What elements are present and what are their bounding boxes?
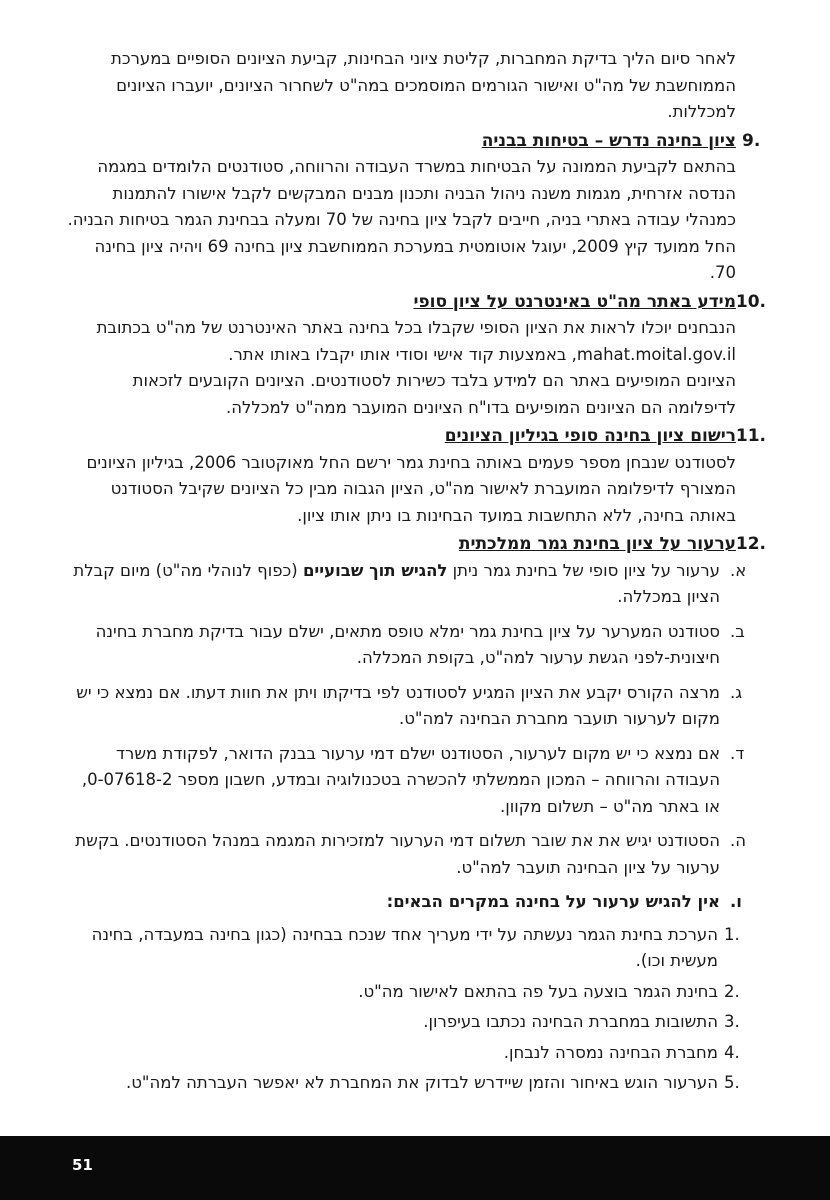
- list-item: [64, 1040, 766, 1067]
- section-11: [64, 423, 766, 529]
- list-item-text: אם נמצא כי יש מקום לערעור, הסטודנט ישלם דמי ערעור בבנק הדואר, לפקודת משרד העבודה והרווחה – המכון הממשלתי להכשרה בטכנולוגיה ובמדע, חשבון מספר 0-07618-2, או באתר מה"ט – תשלום מקוון.: [81, 743, 720, 816]
- text-span: , באמצעות קוד אישי וסודי אותו יקבלו באותו אתר.: [228, 344, 577, 364]
- list-item-text: הערעור הוגש באיחור והזמן שיידרש לבדוק את המחברת לא יאפשר העברתה למה"ט.: [125, 1073, 718, 1092]
- no-appeal-heading: [64, 889, 766, 916]
- no-appeal-list: [64, 922, 766, 1097]
- list-marker: ו.: [730, 892, 742, 911]
- list-item: [64, 828, 766, 881]
- list-item: [64, 1070, 766, 1097]
- list-marker: .2: [724, 981, 740, 1001]
- section-title: מידע באתר מה"ט באינטרנט על ציון סופי: [413, 291, 736, 312]
- section-number: .11: [735, 426, 766, 446]
- list-item: [64, 979, 766, 1006]
- list-item-text: סטודנט המערער על ציון בחינת גמר ימלא טופס מתאים, ישלם עבור בדיקת מחברת בחינה חיצונית-לפני הגשת ערעור למה"ט, בקופת המכללה.: [95, 621, 720, 667]
- list-item-text: הסטודנט יגיש את את שובר תשלום דמי הערעור למזכירות המגמה במנהל הסטודנטים. בקשת ערעור על ציון הבחינה תועבר למה"ט.: [75, 831, 720, 877]
- website-url: mahat.moital.gov.il: [576, 344, 736, 364]
- page-number: 51: [72, 1156, 93, 1174]
- no-appeal-title: אין להגיש ערעור על בחינה במקרים הבאים:: [386, 892, 720, 911]
- section-title: רישום ציון בחינה סופי בגיליון הציונים: [444, 426, 736, 446]
- section-title: ערעור על ציון בחינת גמר ממלכתית: [458, 534, 736, 554]
- section-number: .12: [735, 534, 766, 554]
- paragraph: הציונים המופיעים באתר הם למידע בלבד כשירות לסטודנטים. הציונים הקובעים לזכאות לדיפלומה הם הציונים המופיעים בדו"ח הציונים המועבר ממה"ט למכללה.: [132, 371, 736, 417]
- section-heading: [64, 423, 766, 450]
- list-marker: .5: [724, 1073, 740, 1092]
- section-10: [64, 289, 766, 422]
- list-marker: ה.: [730, 831, 747, 850]
- section-9: [64, 128, 766, 287]
- section-body: [64, 315, 766, 421]
- footer-bar: [0, 1136, 830, 1200]
- list-marker: ב.: [730, 621, 745, 641]
- list-item: [64, 1009, 766, 1036]
- list-marker: א.: [730, 560, 747, 580]
- list-marker: .1: [724, 924, 740, 944]
- list-item: [64, 680, 766, 733]
- list-item-text: בחינת הגמר בוצעה בעל פה בהתאם לאישור מה"ט.: [358, 981, 718, 1001]
- list-marker: ג.: [730, 682, 743, 702]
- paragraph: החל ממועד קיץ 2009, יעוגל אוטומטית במערכת הממוחשבת ציון בחינה 69 ויהיה ציון בחינה 70.: [94, 236, 736, 282]
- list-item-text: התשובות במחברת הבחינה נכתבו בעיפרון.: [423, 1012, 718, 1031]
- appeal-steps-list: [64, 558, 766, 882]
- list-item-text: מחברת הבחינה נמסרה לנבחן.: [503, 1042, 718, 1062]
- list-item: [64, 558, 766, 611]
- list-marker: .4: [724, 1042, 740, 1062]
- list-marker: .3: [724, 1012, 740, 1031]
- paragraph: בהתאם לקביעת הממונה על הבטיחות במשרד העבודה והרווחה, סטודנטים הלומדים במגמה הנדסה אזרחית, מגמות משנה ניהול הבניה ותכנון מבנים המבקשים לקבל אישורו להתמנות כמנהלי עבודה באתרי בניה, חייבים לקבל ציון בחינה של 70 ומעלה בבחינת הגמר בטיחות הבניה.: [67, 157, 736, 229]
- paragraph: לסטודנט שנבחן מספר פעמים באותה בחינת גמר ירשם החל מאוקטובר 2006, בגיליון הציונים המצורף לדיפלומה המועברת לאישור מה"ט, הציון הגבוה מבין כל הציונים שקיבל הסטודנט באותה בחינה, ללא התחשבות במועד הבחינות בו ניתן אותו ציון.: [86, 452, 736, 525]
- list-item: [64, 619, 766, 672]
- section-heading: [64, 289, 766, 316]
- bold-text: להגיש תוך שבועיים: [302, 560, 448, 580]
- list-marker: ד.: [730, 743, 745, 763]
- section-heading: [64, 128, 766, 155]
- list-item: [64, 922, 766, 975]
- paragraph: [64, 315, 736, 368]
- section-body: [64, 450, 766, 530]
- section-12: [64, 531, 766, 1097]
- list-item-text: הערכת בחינת הגמר נעשתה על ידי מעריך אחד שנכח בבחינה (כגון בחינה במעבדה, בחינה מעשית וכו).: [91, 924, 718, 970]
- page-body: [64, 46, 766, 1101]
- text-span: הנבחנים יוכלו לראות את הציון הסופי שקבלו בכל בחינה באתר האינטרנט של מה"ט בכתובת: [96, 318, 736, 337]
- list-item: [64, 741, 766, 821]
- section-body: [64, 154, 766, 287]
- list-item-text: ערעור על ציון סופי של בחינת גמר ניתן להגיש תוך שבועיים (כפוף לנוהלי מה"ט) מיום קבלת הציון במכללה.: [73, 560, 720, 606]
- section-number: .10: [735, 291, 766, 312]
- intro-paragraph: לאחר סיום הליך בדיקת המחברות, קליטת ציוני הבחינות, קביעת הציונים הסופיים במערכת הממוחשבת של מה"ט ואישור הגורמים המוסמכים במה"ט לשחרור הציונים, יועברו הציונים למכללות.: [111, 49, 736, 121]
- list-item-text: מרצה הקורס יקבע את הציון המגיע לסטודנט לפי בדיקתו ויתן את חוות דעתו. אם נמצא כי יש מקום לערעור תועבר מחברת הבחינה למה"ט.: [76, 682, 720, 728]
- section-heading: [64, 531, 766, 558]
- section-title: ציון בחינה נדרש – בטיחות בבניה: [481, 130, 736, 151]
- section-number: .9: [742, 130, 761, 151]
